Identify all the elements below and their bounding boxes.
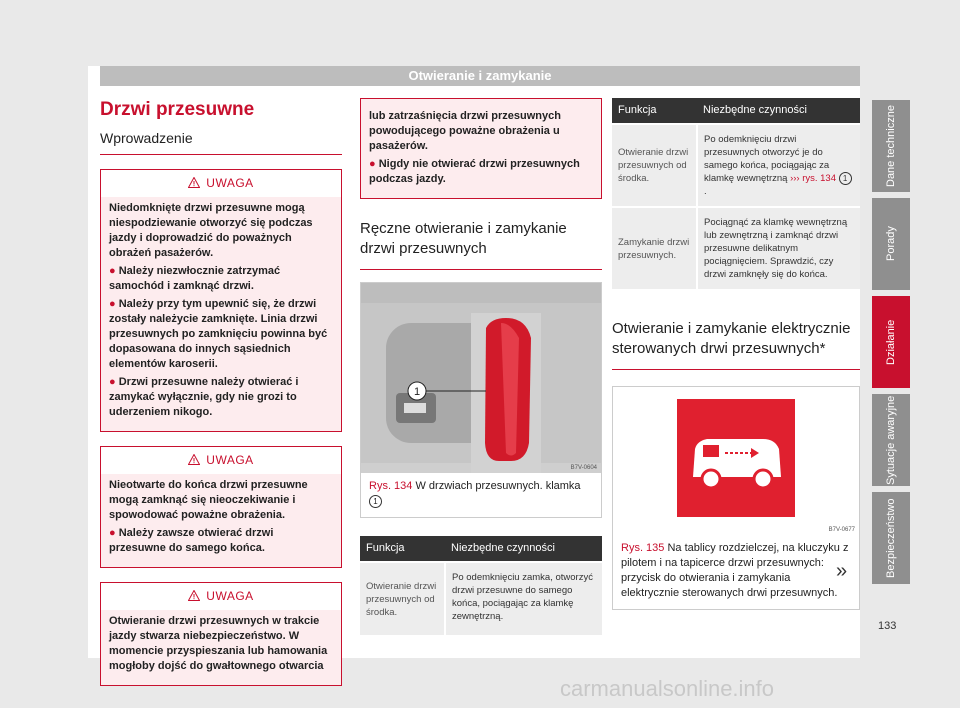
table-row — [612, 207, 860, 289]
side-tab-label: Porady — [885, 226, 897, 262]
warning-icon — [188, 177, 200, 188]
side-tab-label: Dane techniczne — [885, 105, 897, 187]
column-3 — [612, 98, 860, 610]
warning-label: UWAGA — [206, 176, 254, 190]
table-cell-function: Otwieranie drzwi przesuwnych od środka. — [612, 124, 697, 207]
warning-bullet: Drzwi przesuwne należy otwierać i zamykać wyłącznie, gdy nie grozi to uderzeniem nikogo. — [109, 376, 299, 418]
warning-label: UWAGA — [206, 589, 254, 603]
page-header: Otwieranie i zamykanie — [100, 66, 860, 86]
function-table-2 — [612, 98, 860, 289]
warning-box — [100, 446, 342, 568]
figure-reference-link[interactable]: rys. 134 — [802, 173, 836, 185]
warning-text: Nieotwarte do końca drzwi przesuwne mogą zamknąć się nieoczekiwanie i spowodować poważne obrażenia. — [109, 479, 308, 521]
warning-bullet: Nigdy nie otwierać drzwi przesuwnych podczas jazdy. — [369, 158, 580, 185]
column-1 — [100, 98, 342, 686]
side-tab-bezpieczenstwo[interactable] — [872, 492, 910, 584]
figure-code: B7V-0604 — [570, 465, 597, 471]
figure-text: W drzwiach przesuwnych. klamka — [415, 480, 581, 492]
bullet-icon: ● — [109, 527, 116, 539]
electric-section-title: Otwieranie i zamykanie elektrycznie sterowanych drwi przesuwnych* — [612, 319, 860, 370]
warning-text: lub zatrzaśnięcia drzwi przesuwnych powodującego poważne obrażenia u pasażerów. — [369, 110, 561, 152]
callout-ref: 1 — [369, 495, 382, 508]
side-tab-dane-techniczne[interactable] — [872, 100, 910, 192]
warning-bullet: Należy przy tym upewnić się, że drzwi zostały należycie zamknięte. Linia drzwi przesuwnych po zamknięciu powinna być dopasowana do innych sąsiednich elementów karoserii. — [109, 298, 328, 370]
warning-label: UWAGA — [206, 453, 254, 467]
table-cell-steps: Pociągnąć za klamkę wewnętrzną lub zewnętrzną i zamknąć drzwi przesuwne delikatnym pociągnięciem. Sprawdzić, czy drzwi zamknęły się do końca. — [697, 207, 860, 289]
side-tab-sytuacje-awaryjne[interactable] — [872, 394, 910, 486]
bullet-icon: ● — [109, 298, 116, 310]
bullet-icon: ● — [109, 265, 116, 277]
steps-end: . — [704, 186, 707, 198]
table-cell-steps: Po odemknięciu zamka, otworzyć drzwi przesuwne do samego końca, pociągając za klamkę zewnętrzną. — [445, 562, 602, 635]
reference-arrow: ››› — [790, 173, 800, 185]
table-row — [612, 124, 860, 207]
table-row — [360, 562, 602, 635]
subsection-title: Wprowadzenie — [100, 130, 342, 155]
figure-label: Rys. 134 — [369, 480, 413, 492]
function-table-1 — [360, 536, 602, 635]
warning-icon — [188, 590, 200, 601]
page-number: 133 — [878, 620, 897, 632]
callout-number: 1 — [413, 386, 421, 398]
table-cell-function: Zamykanie drzwi przesuwnych. — [612, 207, 697, 289]
warning-bullet: Należy zawsze otwierać drzwi przesuwne do samego końca. — [109, 527, 274, 554]
warning-box-continued — [360, 98, 602, 199]
table-cell-steps — [697, 124, 860, 207]
continue-mark: » — [836, 560, 848, 582]
steps-text: Po odemknięciu drzwi przesuwnych otworzyć je do samego końca, pociągając za klamkę wewnętrzną — [704, 134, 830, 185]
warning-text: Niedomknięte drzwi przesuwne mogą niespodziewanie otworzyć się podczas jazdy i doprowadzić do poważnych obrażeń pasażerów. — [109, 202, 313, 259]
warning-text: Otwieranie drzwi przesuwnych w trakcie jazdy stwarza niebezpieczeństwo. W momencie przyspieszania lub hamowania mogłoby dojść do gwałtownego otwarcia — [109, 615, 328, 672]
figure-caption — [613, 535, 859, 609]
warning-icon — [188, 454, 200, 465]
watermark: carmanualsonline.info — [560, 676, 775, 701]
table-header-function: Funkcja — [360, 536, 445, 562]
table-header-steps: Niezbędne czynności — [445, 536, 602, 562]
warning-bullet: Należy niezwłocznie zatrzymać samochód i zamknąć drzwi. — [109, 265, 281, 292]
door-handle-image — [361, 283, 601, 473]
warning-box — [100, 169, 342, 432]
figure-134 — [360, 282, 602, 518]
sliding-door-button-image — [613, 387, 859, 535]
side-tab-label: Działanie — [885, 319, 897, 365]
side-tab-label: Sytuacje awaryjne — [885, 395, 897, 485]
bullet-icon: ● — [369, 158, 376, 170]
callout-ref: 1 — [839, 172, 852, 185]
table-header-function: Funkcja — [612, 98, 697, 124]
table-header-steps: Niezbędne czynności — [697, 98, 860, 124]
figure-text: Na tablicy rozdzielczej, na kluczyku z pilotem i na tapicerce drzwi przesuwnych: przycisk do otwierania i zamykania elektrycznie sterowanych drwi przesuwnych. — [621, 542, 849, 600]
table-cell-function: Otwieranie drzwi przesuwnych od środka. — [360, 562, 445, 635]
figure-135 — [612, 386, 860, 610]
side-tab-dzialanie[interactable] — [872, 296, 910, 388]
section-title: Drzwi przesuwne — [100, 99, 255, 120]
manual-section-title: Ręczne otwieranie i zamykanie drzwi przesuwnych — [360, 219, 602, 270]
warning-box — [100, 582, 342, 686]
figure-caption — [361, 473, 601, 517]
column-2 — [360, 98, 602, 635]
figure-label: Rys. 135 — [621, 542, 665, 555]
side-tab-porady[interactable] — [872, 198, 910, 290]
bullet-icon: ● — [109, 376, 116, 388]
figure-code: B7V-0677 — [828, 527, 855, 534]
side-tab-label: Bezpieczeństwo — [885, 498, 897, 578]
